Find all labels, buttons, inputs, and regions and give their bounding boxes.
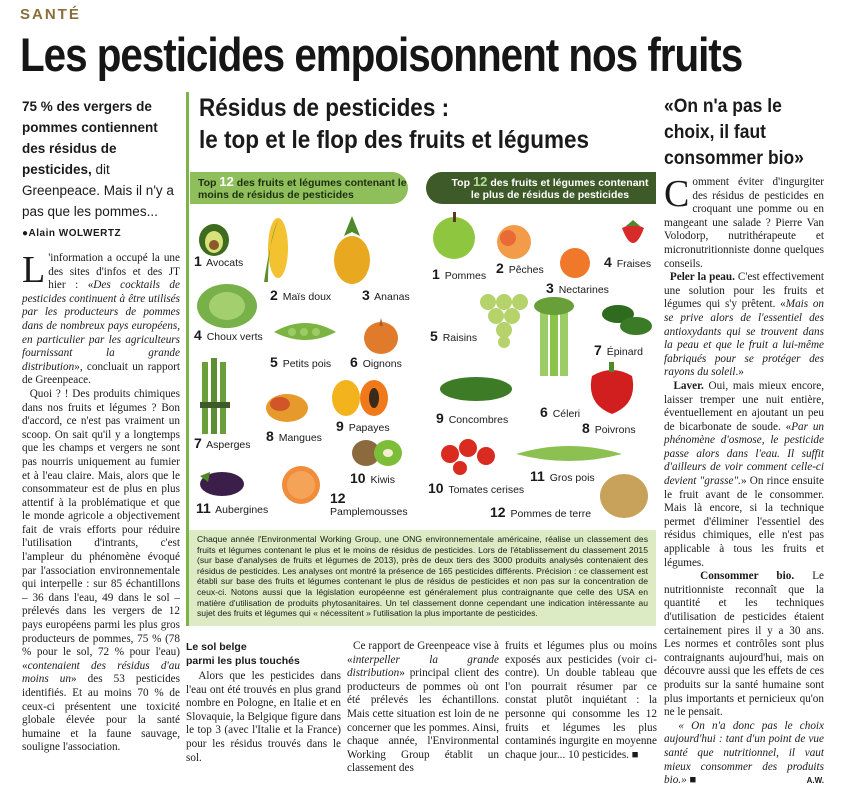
most-item-3: [546, 280, 609, 296]
rank: 11: [530, 468, 545, 484]
article-column-1: [22, 249, 181, 755]
signature: A.W.: [806, 776, 824, 786]
text: Top: [451, 177, 473, 189]
text: .»: [735, 366, 744, 379]
article-column-b2: [347, 640, 499, 776]
strawberry-icon: [618, 218, 648, 252]
quote-text: Par un phénomène d'osmose, le pesticide passe alors dans l'eau. Il suffit d'ailleurs de voir comment celle-ci devient "grasse".: [664, 420, 825, 488]
text: » principal client des producteurs de pommes où ont été prélevés les échantillons. Mais cette situation est loin de ne concerner que les pommes. Ainsi, chaque année, l'Environmental Working Group établit un classement des: [347, 667, 499, 775]
least-item-2: [270, 287, 331, 303]
text: Ce rapport de Greenpeace vise à «: [347, 640, 499, 666]
infobox-title-line2: le top et le flop des fruits et légumes: [199, 126, 590, 154]
item-name: Aubergines: [215, 504, 269, 516]
rank: 3: [546, 280, 554, 296]
apple-icon: [430, 210, 478, 262]
infobox-title-line1: Résidus de pesticides :: [199, 94, 450, 122]
byline: ●Alain WOLWERTZ: [22, 228, 122, 239]
item-name: Maïs doux: [282, 291, 332, 303]
avocado-icon: [196, 218, 232, 258]
text: 'information a occupé la une des sites d'infos et des JT hier : «: [48, 252, 180, 292]
most-item-7: [594, 342, 643, 358]
grapes-icon: [474, 290, 532, 350]
rank: 5: [270, 354, 278, 370]
cucumber-icon: [438, 374, 514, 404]
item-name: Épinard: [606, 346, 643, 358]
least-item-7: [194, 435, 251, 451]
rank: 12: [330, 490, 346, 506]
item-name: Papayes: [348, 422, 390, 434]
item-name: Pêches: [508, 264, 544, 276]
pull-quote: «On n'a pas le choix, il faut consommer bio»: [664, 96, 804, 169]
item-name: Asperges: [206, 439, 251, 451]
text: » des 53 pesticides identifiés. Et au moins 70 % de ceux-ci présentent une toxicité globale élevée pour la santé humaine et la faune sauvage, souligne l'association.: [22, 673, 180, 754]
pineapple-icon: [330, 214, 374, 286]
article-column-4: [664, 173, 825, 788]
item-name: Céleri: [552, 408, 581, 420]
most-item-1: [432, 266, 486, 282]
text: omment éviter d'ingurgiter des résidus de pesticides en croquant une pomme ou en mangeant une salade ? Pierre Van Volodorp, nutrithérapeute et micronutritionniste donne quelques conseils.: [664, 176, 824, 270]
infobox-title: [199, 92, 613, 156]
peas-icon: [270, 318, 340, 346]
item-name: Pamplemousses: [330, 506, 408, 518]
rank: 9: [336, 418, 344, 434]
item-name: Pommes: [444, 270, 487, 282]
least-item-11: [196, 500, 268, 516]
rank: 4: [194, 327, 202, 343]
article-column-b3: [505, 640, 657, 762]
subheading: Consommer bio.: [700, 570, 795, 583]
snap-peas-icon: [514, 440, 624, 468]
item-name: Pommes de terre: [510, 508, 592, 520]
item-name: Fraises: [616, 258, 652, 270]
rank: 5: [430, 328, 438, 344]
item-name: Oignons: [362, 358, 402, 370]
text: Quoi ? ! Des produits chimiques dans nos fruits et légumes ? Bon d'accord, ce n'est pas vraiment un scoop. On sait qu'il y a longtemps que les champs et vergers ne sont pas nourris uniquement au fumier et à l'eau claire. Mais, alors que le consommateur est de plus en plus attentif à la problématique et que le monde agricole a objectivement fait de vrais efforts pour réduire l'utilisation d'intrants, c'est l'ampleur du phénomène évoqué par l'association environnementale qui interpelle : sur 85 échantillons – 36 dans l'eau, 49 dans le sol – prélevés dans les vergers de 12 pays européens parmi les plus gros producteurs de pommes, 75 % (78 % pour le sol, 72 % pour l'eau) «: [22, 387, 181, 672]
kiwi-icon: [350, 438, 404, 468]
most-item-6: [540, 404, 580, 420]
spinach-icon: [600, 300, 654, 342]
item-name: Nectarines: [558, 284, 609, 296]
text: fruits et légumes plus ou moins exposés aux pesticides (voir ci-contre). Un double tableau que l'on pourrait résumer par ce constat plutôt inquiétant : la personne qui consomme les 12 fruits et légumes les plus contaminés ingurgite en moyenne chaque jour... 10 pesticides.: [505, 640, 657, 761]
least-item-9: [336, 418, 390, 434]
papaya-icon: [330, 376, 390, 420]
text: 12: [472, 174, 488, 189]
grapefruit-icon: [278, 464, 324, 506]
text: 12: [219, 174, 234, 189]
dropcap: L: [22, 249, 46, 291]
rank: 4: [604, 254, 612, 270]
eggplant-icon: [196, 466, 246, 498]
quote-text: « On n'a donc pas le choix aujourd'hui : tant d'un point de vue santé que nutritionnel, il vaut mieux consommer des produits bio.»: [664, 719, 824, 787]
headline: Les pesticides empoisonnent nos fruits: [20, 28, 743, 81]
celery-icon: [528, 296, 580, 378]
item-name: Petits pois: [282, 358, 332, 370]
most-item-8: [582, 420, 636, 436]
item-name: Gros pois: [549, 472, 595, 484]
rank: 6: [350, 354, 358, 370]
text: Le nutritionniste reconnaît que la quantité et les techniques d'utilisation de pesticides étaient certainement pires il y a 30 ans. Les normes et contrôles sont plus contraignants aujourd'hui, mais on découvre aussi que les effets de ces produits sur la santé humaine sont plus importants et pernicieux qu'on ne le pensait.: [664, 570, 824, 719]
most-item-10: [428, 480, 524, 496]
quote-text: Mais on se prive alors de l'essentiel des antioxydants qui se trouvent dans la peau et que le fruit a lui-même fabriqués pour se protéger des rayons du soleil: [664, 298, 824, 379]
rank: 3: [362, 287, 370, 303]
item-name: Avocats: [206, 257, 244, 269]
item-name: Ananas: [374, 291, 410, 303]
least-item-5: [270, 354, 331, 370]
peach-icon: [494, 220, 534, 260]
rank: 7: [194, 435, 202, 451]
least-item-3: [362, 287, 410, 303]
nectarine-icon: [556, 244, 594, 280]
lead-rest: dit Greenpeace. Mais il n'y a pas que les pommes...: [22, 162, 174, 219]
text: » On rince ensuite le fruit avant de le consommer. Mais là encore, si la technique permet d'éliminer l'essentiel des résidus chimiques, elle n'est pas applicable à tous les fruits et légumes.: [664, 475, 824, 569]
item-name: Poivrons: [594, 424, 636, 436]
lead-bold: 75 % des vergers de pommes contiennent des résidus de pesticides,: [22, 99, 158, 177]
quote-text: interpeller la grande distribution: [347, 653, 499, 680]
rank: 9: [436, 410, 444, 426]
rank: 1: [194, 253, 202, 269]
rank: 8: [582, 420, 590, 436]
text: », concluait un rapport de Greenpeace.: [22, 360, 180, 387]
lead-paragraph: [22, 96, 180, 222]
subheading: [186, 640, 341, 668]
rank: 6: [540, 404, 548, 420]
text: Oui, mais mieux encore, laisser tremper une nuit entière, éventuellement en ajoutant un peu de bicarbonate de soude. «: [664, 379, 824, 433]
corn-icon: [260, 212, 296, 286]
least-item-1: [194, 253, 243, 269]
least-item-12: [330, 490, 410, 518]
item-name: Kiwis: [370, 474, 396, 486]
most-item-2: [496, 260, 544, 276]
rank: 8: [266, 428, 274, 444]
subheading: Laver.: [673, 379, 704, 392]
least-item-6: [350, 354, 402, 370]
most-item-4: [604, 254, 651, 270]
subheading: Peler la peau.: [669, 271, 735, 284]
least-item-4: [194, 327, 263, 343]
text: Alors que les pesticides dans l'eau ont été trouvés en plus grand nombre en Pologne, en Italie et en Slovaquie, la Belgique figure dans le top 3 (avec l'Italie et la France) pour les résidus trouvés dans le sol.: [186, 670, 341, 764]
dropcap: C: [664, 173, 690, 215]
rank: 7: [594, 342, 602, 358]
item-name: Concombres: [448, 414, 509, 426]
rank: 10: [350, 470, 366, 486]
most-item-9: [436, 410, 508, 426]
text: Le sol belge: [186, 641, 247, 653]
least-item-8: [266, 428, 322, 444]
mango-icon: [264, 392, 310, 424]
most-item-5: [430, 328, 477, 344]
text: parmi les plus touchés: [186, 655, 300, 667]
section-rubric: SANTÉ: [20, 6, 81, 23]
end-mark: ■: [631, 748, 639, 761]
rank: 2: [496, 260, 504, 276]
quote-text: Des cocktails de pesticides continuent à être utilisés par les producteurs de pommes dans de nombreux pays européens, en particulier par les agriculteurs fournissant la grande distribution: [22, 279, 180, 373]
rank: 11: [196, 500, 211, 516]
end-mark: ■: [689, 774, 697, 787]
item-name: Choux verts: [206, 331, 263, 343]
text: Top: [198, 177, 220, 189]
potato-icon: [596, 470, 652, 522]
item-name: Raisins: [442, 332, 478, 344]
text: des fruits et légumes contenant le moins de résidus de pesticides: [198, 177, 407, 201]
text: des fruits et légumes contenant le plus de résidus de pesticides: [470, 177, 649, 201]
rank: 2: [270, 287, 278, 303]
most-item-12: [490, 504, 591, 520]
asparagus-icon: [196, 356, 238, 436]
item-name: Tomates cerises: [448, 484, 525, 496]
rank: 10: [428, 480, 444, 496]
rank: 12: [490, 504, 506, 520]
infobox-note: Chaque année l'Environmental Working Group, une ONG environnementale américaine, réalise un classement des fruits et légumes contenant le plus et le moins de résidus de pesticides. Lors de l'établissement du classement 2015 (sur base d'analyses de fruits et légumes de 2013), près de deux tiers des 3000 produits analysés contenaient des résidus de pesticides. Les analyses ont montré la présence de 165 pesticides différents. Précision : ce classement est établi sur base des fruits et légumes contenant le plus de résidus de pesticides et non pas sur la concentration de ceux-ci. Notons aussi que la législation européenne est généralement plus contraignante que celle des USA en matière d'utilisation de produits phytosanitaires. Un tel classement donne cependant une indication intéressante au sujet des fruits et légumes qui « nécessitent » l'utilisation la plus importante de pesticides.: [189, 530, 656, 626]
onion-icon: [360, 316, 402, 356]
cabbage-icon: [194, 280, 260, 330]
most-header: [426, 172, 656, 204]
item-name: Mangues: [278, 432, 322, 444]
most-item-11: [530, 468, 595, 484]
least-item-10: [350, 470, 395, 486]
least-header: [190, 172, 408, 204]
cherry-tomatoes-icon: [438, 432, 502, 476]
rank: 1: [432, 266, 440, 282]
quote-text: contenaient des résidus d'au moins un: [22, 659, 180, 686]
article-column-b1: [186, 640, 341, 765]
pepper-icon: [584, 360, 640, 418]
text: C'est effectivement une solution pour les fruits et légumes qui s'y prêtent. «: [664, 271, 825, 311]
